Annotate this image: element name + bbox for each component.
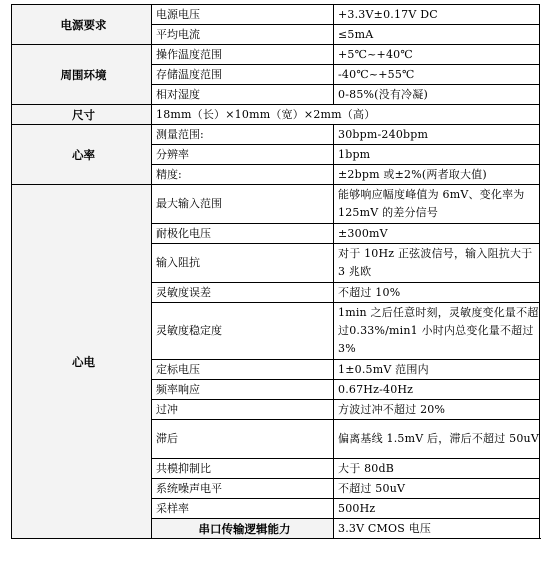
parameter-cell: 精度: [152, 165, 334, 185]
parameter-cell: 相对湿度 [152, 85, 334, 105]
parameter-cell: 耐极化电压 [152, 224, 334, 244]
category-cell: 心率 [12, 125, 152, 185]
value-cell: 1min 之后任意时刻，灵敏度变化量不超过0.33%/min1 小时内总变化量不超过 3% [334, 303, 540, 360]
parameter-cell: 灵敏度稳定度 [152, 303, 334, 360]
parameter-cell: 输入阻抗 [152, 244, 334, 283]
category-cell: 周围环境 [12, 45, 152, 105]
value-cell: 1bpm [334, 145, 540, 165]
category-cell: 心电 [12, 185, 152, 539]
value-cell: 3.3V CMOS 电压 [334, 519, 540, 539]
value-cell: ±2bpm 或±2%(两者取大值) [334, 165, 540, 185]
parameter-cell: 定标电压 [152, 360, 334, 380]
value-cell: -40℃~+55℃ [334, 65, 540, 85]
value-cell: 1±0.5mV 范围内 [334, 360, 540, 380]
table-row [12, 185, 540, 224]
value-cell: +3.3V±0.17V DC [334, 5, 540, 25]
value-cell: ±300mV [334, 224, 540, 244]
parameter-cell: 过冲 [152, 400, 334, 420]
table-row [12, 45, 540, 65]
spec-table-body [12, 5, 540, 539]
value-cell: 偏离基线 1.5mV 后，滞后不超过 50uV [334, 420, 540, 459]
value-cell: +5℃~+40℃ [334, 45, 540, 65]
parameter-cell: 电源电压 [152, 5, 334, 25]
value-cell: 0-85%(没有冷凝) [334, 85, 540, 105]
category-cell: 尺寸 [12, 105, 152, 125]
parameter-cell: 平均电流 [152, 25, 334, 45]
parameter-cell: 存储温度范围 [152, 65, 334, 85]
parameter-cell: 频率响应 [152, 380, 334, 400]
table-row [12, 5, 540, 25]
parameter-cell: 测量范围: [152, 125, 334, 145]
parameter-cell: 系统噪声电平 [152, 479, 334, 499]
value-cell: 能够响应幅度峰值为 6mV、变化率为 125mV 的差分信号 [334, 185, 540, 224]
parameter-cell: 灵敏度误差 [152, 283, 334, 303]
value-cell: 不超过 10% [334, 283, 540, 303]
value-cell: 0.67Hz-40Hz [334, 380, 540, 400]
value-cell: 18mm（长）×10mm（宽）×2mm（高） [152, 105, 540, 125]
parameter-cell: 采样率 [152, 499, 334, 519]
table-row [12, 105, 540, 125]
parameter-cell: 分辨率 [152, 145, 334, 165]
value-cell: 30bpm-240bpm [334, 125, 540, 145]
value-cell: ≤5mA [334, 25, 540, 45]
parameter-cell: 滞后 [152, 420, 334, 459]
spec-table [11, 4, 540, 539]
parameter-cell: 最大输入范围 [152, 185, 334, 224]
category-cell: 电源要求 [12, 5, 152, 45]
value-cell: 大于 80dB [334, 459, 540, 479]
value-cell: 500Hz [334, 499, 540, 519]
value-cell: 对于 10Hz 正弦波信号，输入阻抗大于 3 兆欧 [334, 244, 540, 283]
value-cell: 不超过 50uV [334, 479, 540, 499]
parameter-cell: 操作温度范围 [152, 45, 334, 65]
value-cell: 方波过冲不超过 20% [334, 400, 540, 420]
table-row [12, 125, 540, 145]
category-cell: 串口传输逻辑能力 [152, 519, 334, 539]
parameter-cell: 共模抑制比 [152, 459, 334, 479]
